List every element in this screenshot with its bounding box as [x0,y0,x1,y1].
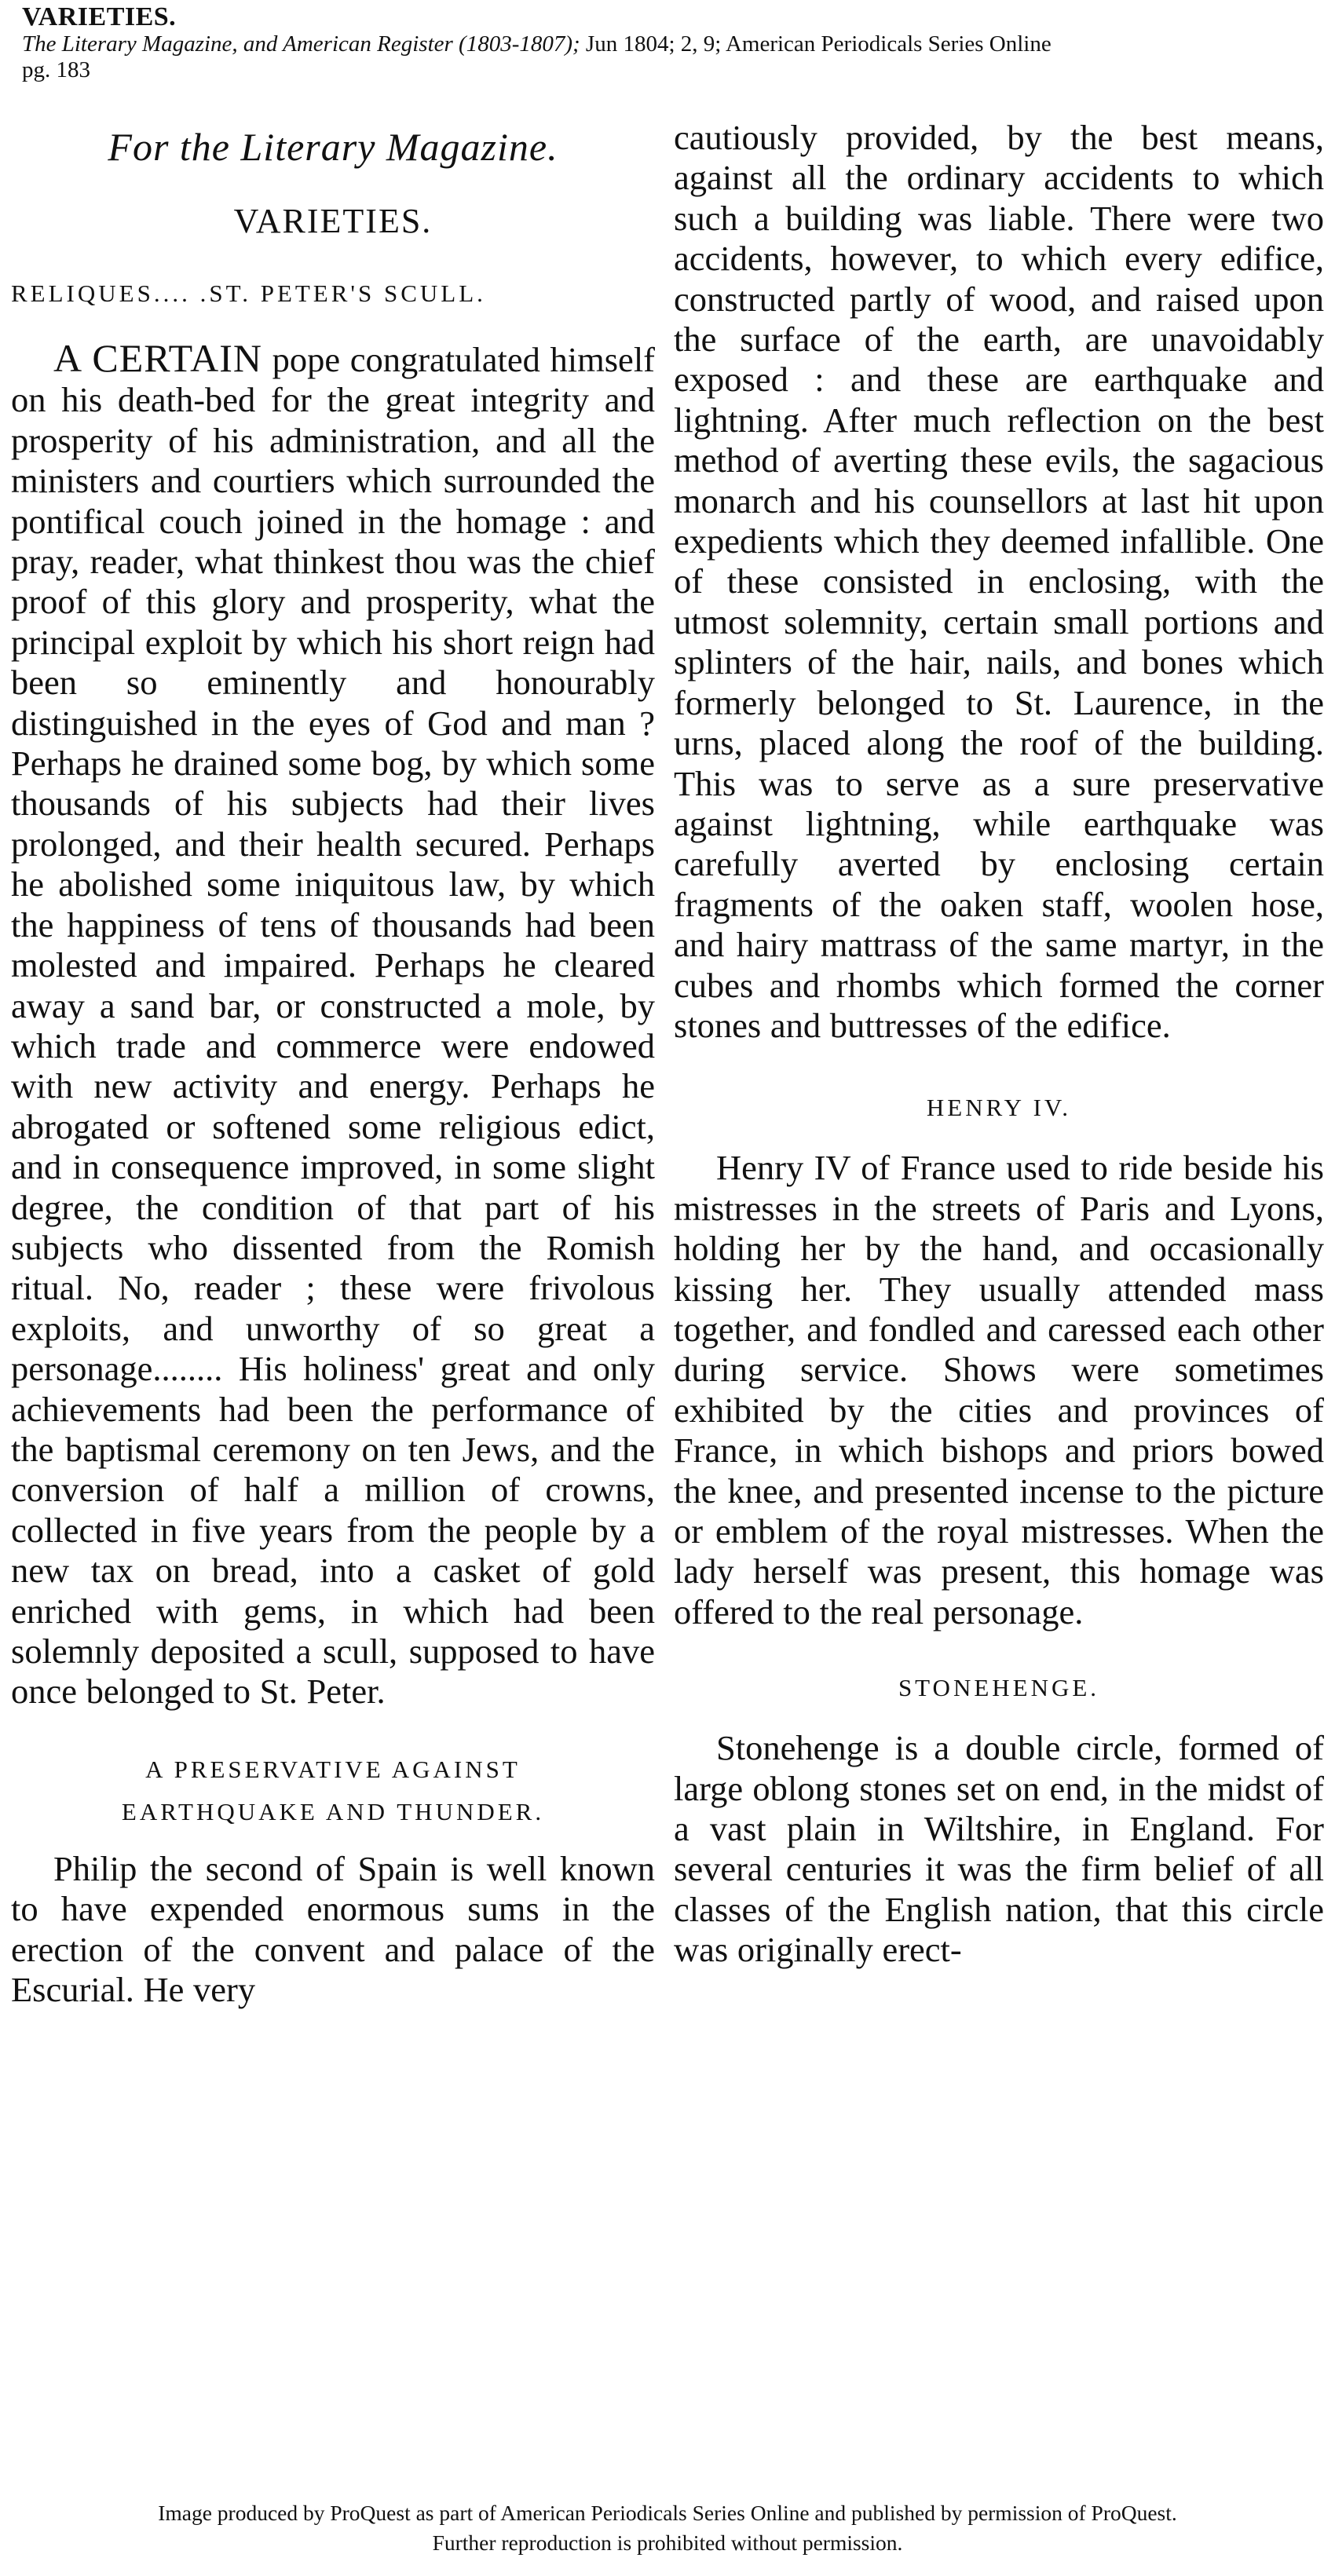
stonehenge-paragraph: Stonehenge is a double circle, formed of large oblong stones set on end, in the midst of a vast plain in Wiltshire, in England. For several centuries it was the firm belief of all classes of the English nation, that this circle was originally erect- [674,1728,1324,1970]
citation-details: Jun 1804; 2, 9; American Periodicals Series Online [580,31,1052,57]
permission-footer [0,2498,1335,2558]
footer-line-2: Further reproduction is prohibited without permission. [432,2530,903,2555]
citation-title: VARIETIES. [22,2,177,31]
article-title: VARIETIES. [233,202,433,240]
preservative-paragraph-continued: cautiously provided, by the best means, against all the ordinary accidents to which such a building was liable. There were two accidents, however, to which every edifice, constructed partly of wood, and raised upon the surface of the earth, are unavoidably exposed : and these are earthquake and lightning. After much reflection on the best method of averting these evils, the sagacious monarch and his counsellors at last hit upon expedients which they deemed infallible. One of these consisted in enclosing, with the utmost solemnity, certain small portions and splinters of the hair, nails, and bones which formerly belonged to St. Laurence, in the urns, placed along the roof of the building. This was to serve as a sure preservative against lightning, while earthquake was carefully averted by enclosing certain fragments of the oaken staff, woolen hose, and hairy mattrass of the same martyr, in the cubes and rhombs which formed the corner stones and buttresses of the edifice. [674,118,1324,1045]
preservative-heading-line2: EARTHQUAKE AND THUNDER. [121,1797,545,1825]
reliques-lead: A CERTAIN [53,336,262,380]
henry-paragraph: Henry IV of France used to ride beside his mistresses in the streets of Paris and Lyons, holding her by the hand, and occasionally kissing her. They usually attended mass together, and fondled and caressed each other during service. Shows were sometimes exhibited by the cities and provinces of France, in which bishops and priors bowed the knee, and presented incense to the picture or emblem of the royal mistresses. When the lady herself was present, this homage was offered to the real personage. [674,1148,1324,1631]
left-column [11,118,655,2010]
preservative-heading-line1: A PRESERVATIVE AGAINST [145,1755,521,1783]
stonehenge-heading: STONEHENGE. [898,1674,1100,1702]
footer-line-1: Image produced by ProQuest as part of American Periodicals Series Online and published by permission of ProQuest. [158,2501,1177,2525]
henry-heading: HENRY IV. [926,1094,1072,1122]
citation-page: pg. 183 [22,57,90,82]
citation-journal: The Literary Magazine, and American Register (1803-1807); [22,31,580,57]
reliques-heading: RELIQUES.... .ST. PETER'S SCULL. [11,280,486,307]
right-column [674,118,1324,1971]
preservative-paragraph-start: Philip the second of Spain is well known to have expended enormous sums in the erection of the convent and palace of the Escurial. He very [11,1848,655,2010]
citation-header [22,3,1310,83]
reliques-paragraph [11,338,655,1712]
citation-source [22,31,1310,57]
reliques-text: pope congratulated himself on his death-bed for the great integrity and prosperity of his administration, and all the ministers and courtiers which surrounded the pontifical couch joined in the homage : and pray, reader, what thinkest thou was the chief proof of this glory and prosperity, what the principal exploit by which his short reign had been so eminently and honourably distinguished in the eyes of God and man ? Perhaps he drained some bog, by which some thousands of his subjects had their lives prolonged, and their health secured. Perhaps he abolished some iniquitous law, by which the happiness of tens of thousands had been molested and impaired. Perhaps he cleared away a sand bar, or constructed a mole, by which trade and commerce were endowed with new activity and energy. Perhaps he abrogated or softened some religious edict, and in consequence improved, in some slight degree, the condition of that part of his subjects who dissented from the Romish ritual. No, reader ; these were frivolous exploits, and unworthy of so great a personage........ His holiness' great and only achievements had been the performance of the baptismal ceremony on ten Jews, and the conversion of half a million of crowns, collected in five years from the people by a new tax on bread, into a casket of gold enriched with gems, in which had been solemnly deposited a scull, supposed to have once belonged to St. Peter. [11,340,655,1712]
article-kicker: For the Literary Magazine. [108,125,558,169]
